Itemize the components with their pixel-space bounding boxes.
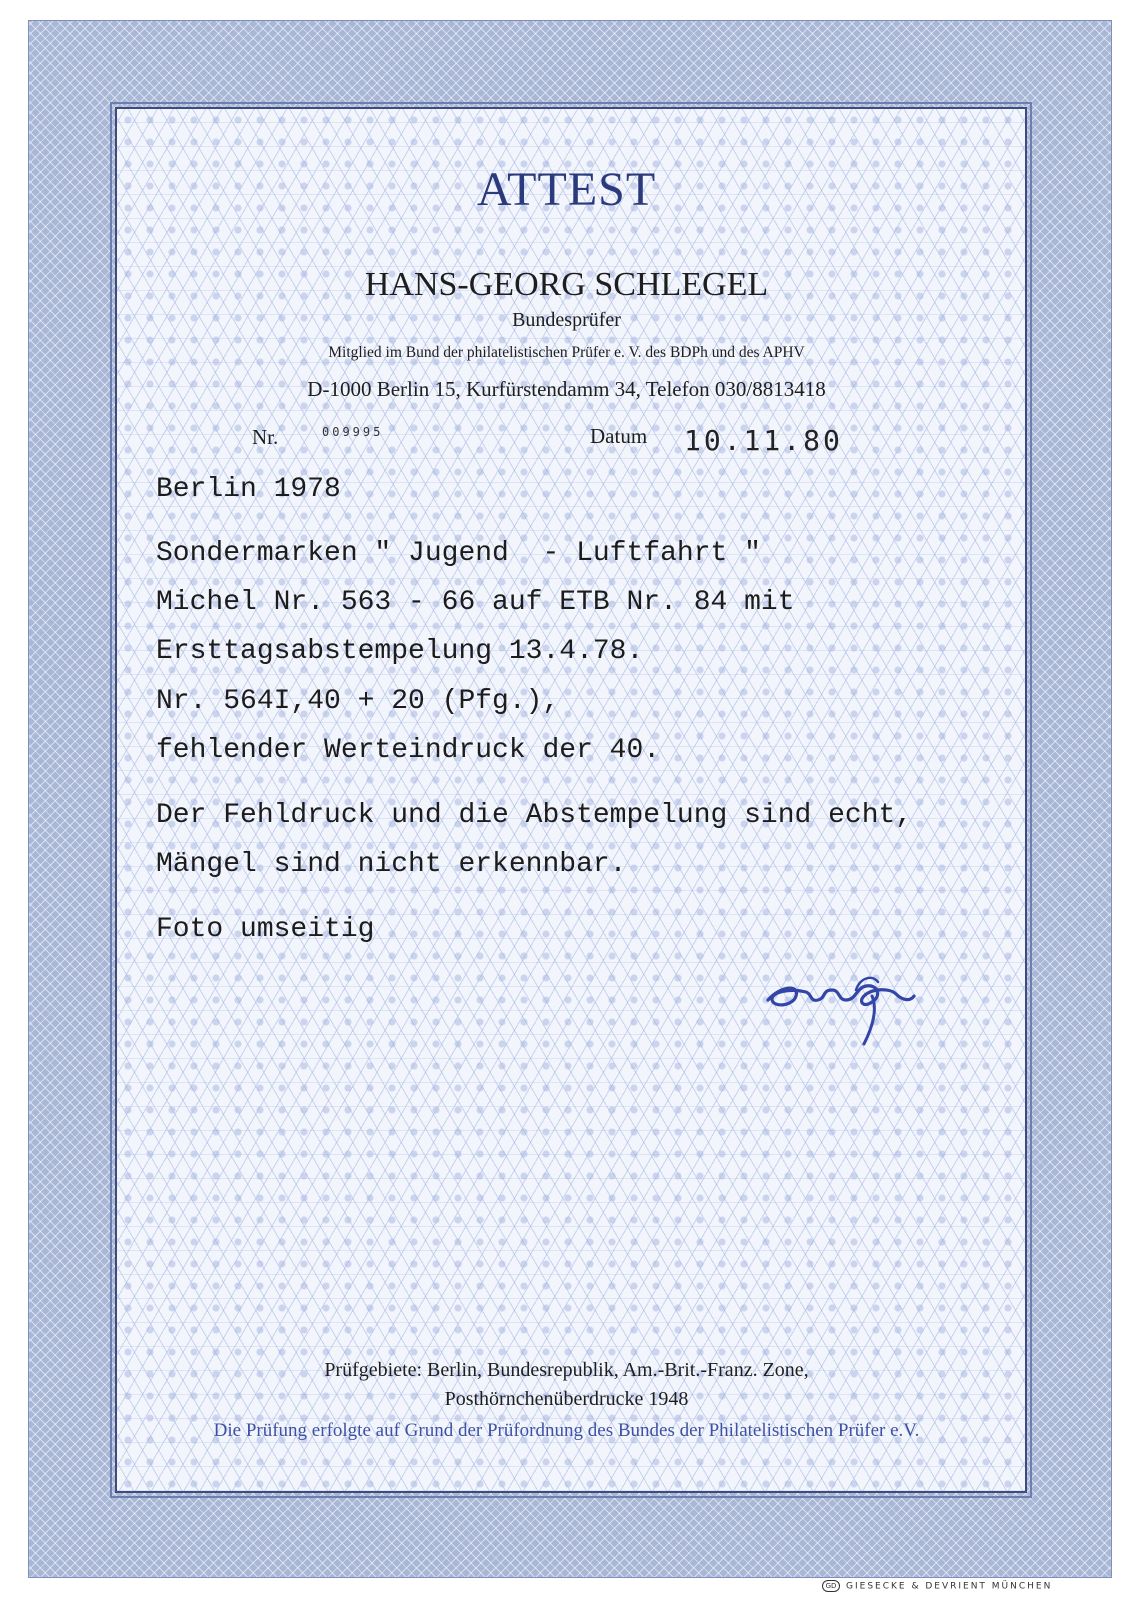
printer-imprint <box>822 1580 1052 1592</box>
printer-logo-icon: GD <box>822 1580 840 1592</box>
date-label: Datum <box>590 424 648 448</box>
membership-line: Mitglied im Bund der philatelistischen Prüfer e. V. des BDPh und des APHV <box>328 344 805 361</box>
body-line: Nr. 564I,40 + 20 (Pfg.), <box>156 686 560 717</box>
body-line: fehlender Werteindruck der 40. <box>156 735 661 766</box>
examiner-role: Bundesprüfer <box>512 309 621 331</box>
address-line: D-1000 Berlin 15, Kurfürstendamm 34, Telefon 030/8813418 <box>307 377 826 401</box>
examiner-name: HANS-GEORG SCHLEGEL <box>364 266 769 303</box>
certificate-number: 009995 <box>322 425 384 439</box>
body-line: Berlin 1978 <box>156 474 341 505</box>
certificate-number-label: Nr. <box>252 425 279 449</box>
examination-areas-line2: Posthörnchenüberdrucke 1948 <box>444 1388 689 1410</box>
body-line: Mängel sind nicht erkennbar. <box>156 849 627 880</box>
examination-rules-note: Die Prüfung erfolgte auf Grund der Prüfordnung des Bundes der Philatelistischen Prüfer e.V. <box>213 1420 920 1441</box>
printer-name: GIESECKE & DEVRIENT MÜNCHEN <box>846 1581 1053 1592</box>
examination-areas-line1: Prüfgebiete: Berlin, Bundesrepublik, Am.-Brit.-Franz. Zone, <box>324 1359 809 1381</box>
body-line: Sondermarken " Jugend - Luftfahrt " <box>156 538 761 569</box>
body-line: Foto umseitig <box>156 914 375 945</box>
body-line: Michel Nr. 563 - 66 auf ETB Nr. 84 mit <box>156 587 795 618</box>
certificate-title: ATTEST <box>476 163 657 216</box>
body-line: Der Fehldruck und die Abstempelung sind echt, <box>156 800 913 831</box>
guilloche-border <box>28 20 1112 1578</box>
certificate-date: 10.11.80 <box>684 424 843 457</box>
signature <box>760 966 920 1056</box>
body-line: Ersttagsabstempelung 13.4.78. <box>156 636 644 667</box>
